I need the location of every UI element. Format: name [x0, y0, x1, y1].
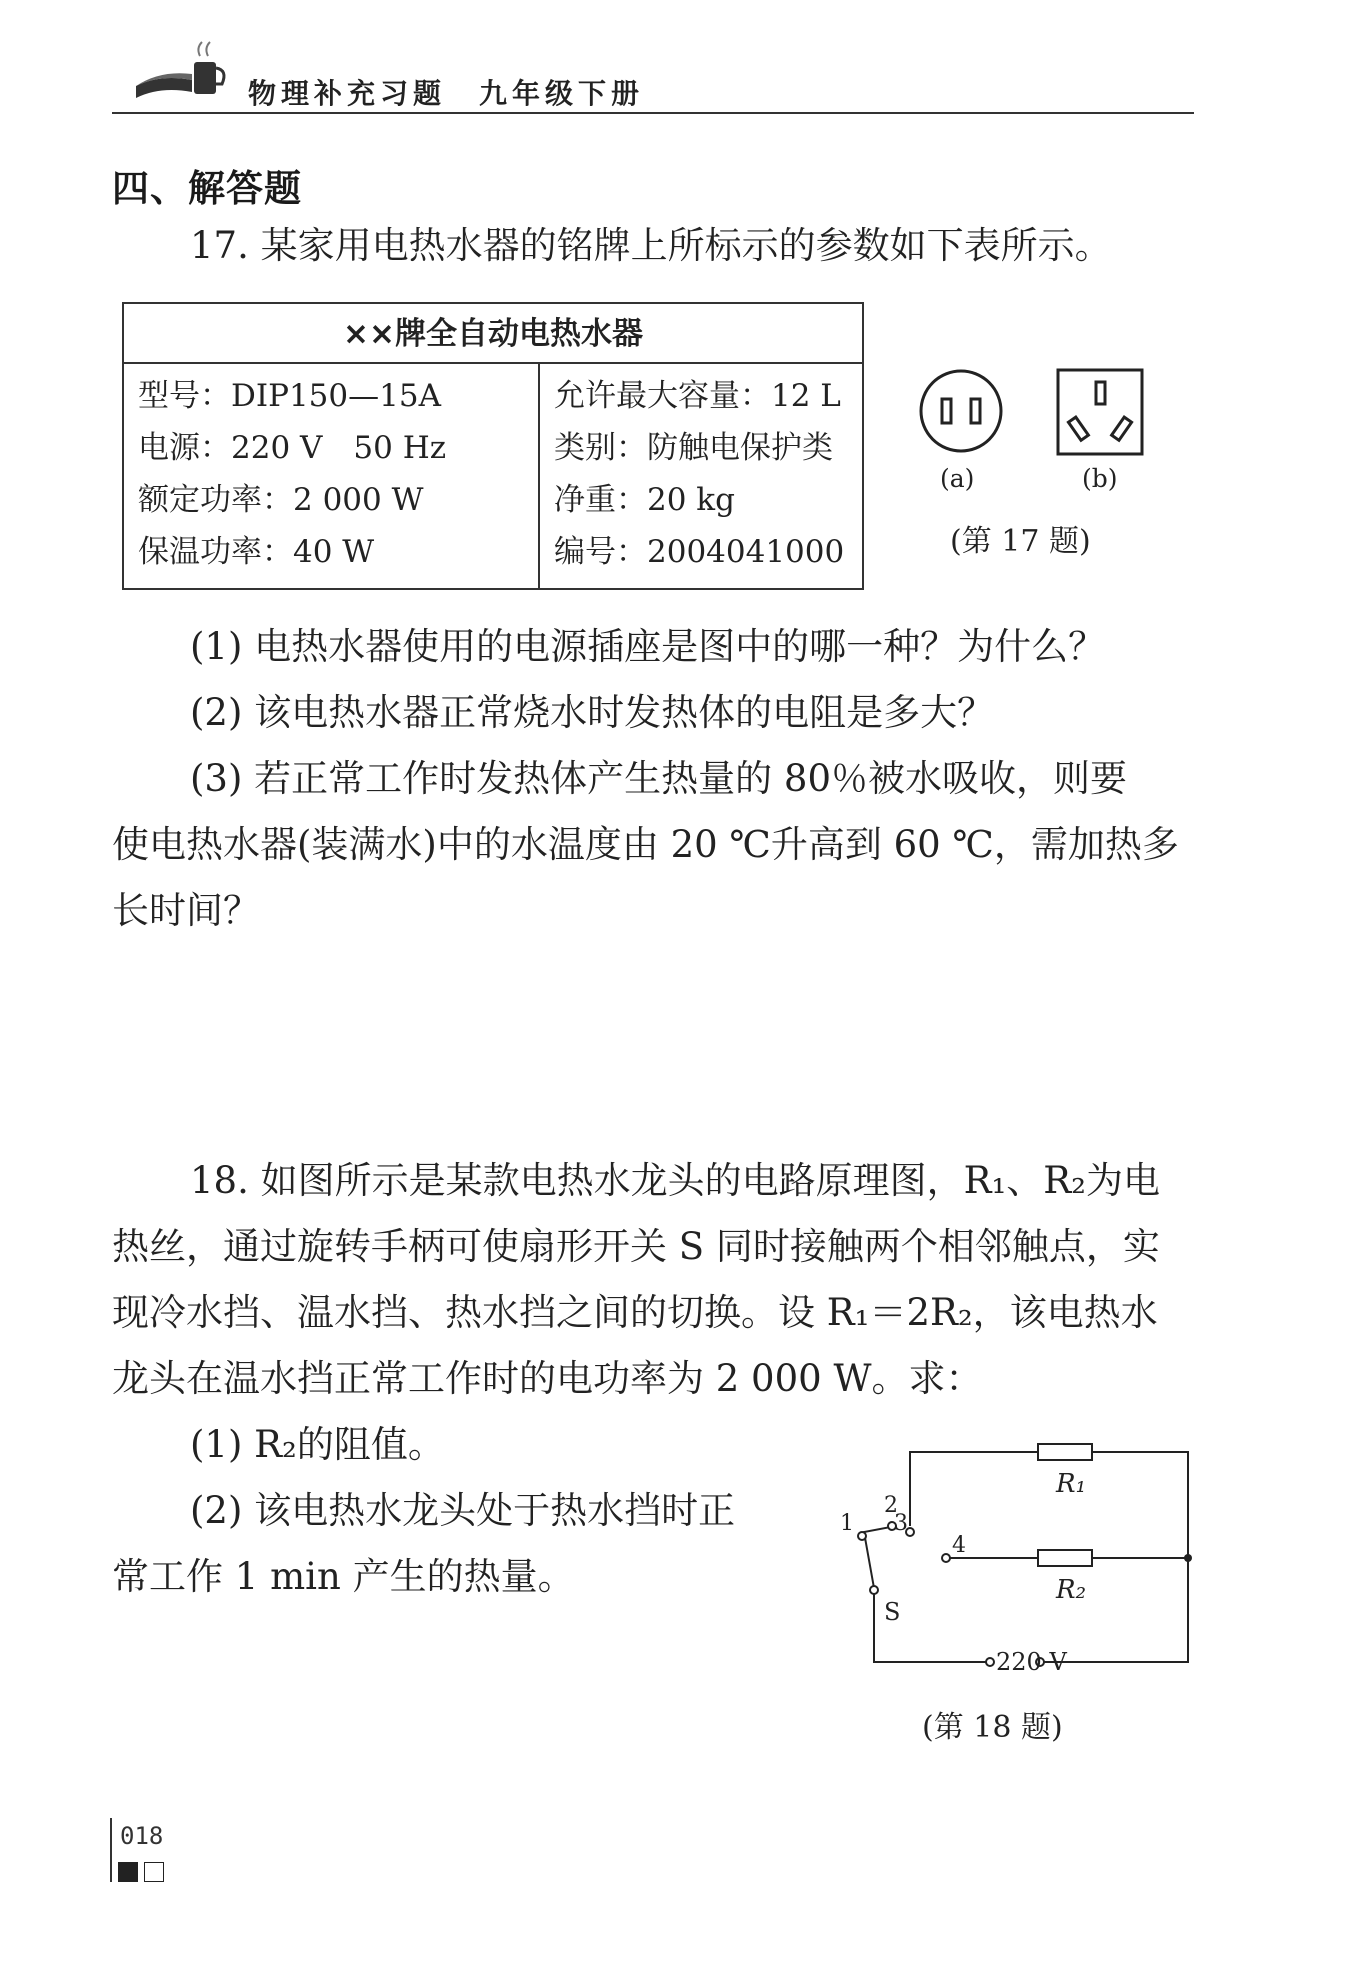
figure-17-caption: (第 17 题): [950, 524, 1091, 559]
section-title: 四、解答题: [112, 167, 302, 210]
q17-sub3-line3: 长时间？: [112, 889, 260, 932]
two-pin-socket-icon: [918, 368, 1004, 454]
q18-sub2-line1: (2) 该电热水龙头处于热水挡时正: [190, 1489, 736, 1532]
q18-sub2-line2: 常工作 1 min 产生的热量。: [112, 1555, 575, 1598]
label-contact-4: 4: [952, 1533, 966, 1558]
label-contact-2: 2: [884, 1493, 898, 1518]
q18-line2: 热丝，通过旋转手柄可使扇形开关 S 同时接触两个相邻触点，实: [112, 1225, 1160, 1268]
junction-node: [1184, 1554, 1192, 1562]
resistor-r1: [1038, 1444, 1092, 1460]
nameplate-rated-power: 额定功率：2 000 W: [138, 482, 424, 518]
nameplate-left-column: [124, 364, 540, 588]
resistor-r2: [1038, 1550, 1092, 1566]
q18-line1: 18. 如图所示是某款电热水龙头的电路原理图，R₁、R₂为电: [190, 1159, 1160, 1202]
socket-a-label: (a): [940, 464, 975, 493]
socket-b-label: (b): [1082, 464, 1118, 493]
label-contact-3: 3: [894, 1511, 908, 1536]
nameplate-table: [122, 302, 864, 590]
q18-line3: 现冷水挡、温水挡、热水挡之间的切换。设 R₁＝2R₂，该电热水: [112, 1291, 1158, 1334]
label-contact-1: 1: [840, 1511, 854, 1536]
q17-sub1: (1) 电热水器使用的电源插座是图中的哪一种？为什么？: [190, 625, 1106, 668]
contact-4: [942, 1554, 950, 1562]
three-pin-socket-icon: [1056, 368, 1144, 456]
figure-18-caption: (第 18 题): [922, 1710, 1063, 1745]
book-cup-logo-icon: [130, 40, 230, 106]
label-voltage: 220 V: [996, 1648, 1067, 1676]
footer-divider: [110, 1818, 112, 1882]
label-r2: R₂: [1056, 1575, 1086, 1605]
nameplate-power-supply: 电源：220 V 50 Hz: [138, 430, 447, 466]
label-r1: R₁: [1056, 1469, 1086, 1499]
fan-switch-s: [864, 1526, 896, 1588]
nameplate-category: 类别：防触电保护类: [554, 430, 833, 466]
header-divider: [112, 112, 1194, 114]
page-number: 018: [120, 1822, 164, 1850]
nameplate-net-weight: 净重：20 kg: [554, 482, 735, 518]
q17-sub3-line1: (3) 若正常工作时发热体产生热量的 80％被水吸收，则要: [190, 757, 1128, 800]
contact-1: [858, 1532, 866, 1540]
nameplate-capacity: 允许最大容量：12 L: [554, 378, 841, 414]
q18-sub1: (1) R₂的阻值。: [190, 1423, 445, 1466]
empty-square-icon: [144, 1862, 164, 1882]
filled-square-icon: [118, 1862, 138, 1882]
switch-pivot: [870, 1586, 878, 1594]
nameplate-keep-warm-power: 保温功率：40 W: [138, 534, 375, 570]
q18-line4: 龙头在温水挡正常工作时的电功率为 2 000 W。求：: [112, 1357, 983, 1400]
nameplate-title: ××牌全自动电热水器: [124, 304, 862, 364]
nameplate-model: 型号：DIP150—15A: [138, 378, 441, 414]
header-title: 物理补充习题 九年级下册: [248, 77, 645, 110]
q17-sub2: (2) 该电热水器正常烧水时发热体的电阻是多大？: [190, 691, 995, 734]
label-switch: S: [884, 1598, 901, 1626]
nameplate-right-column: [540, 364, 862, 588]
nameplate-serial: 编号：2004041000: [554, 534, 845, 570]
terminal-left: [986, 1658, 994, 1666]
faucet-circuit-diagram: [800, 1430, 1220, 1692]
q17-sub3-line2: 使电热水器(装满水)中的水温度由 20 ℃升高到 60 ℃，需加热多: [112, 823, 1179, 866]
q17-intro: 17. 某家用电热水器的铭牌上所标示的参数如下表所示。: [190, 224, 1112, 267]
